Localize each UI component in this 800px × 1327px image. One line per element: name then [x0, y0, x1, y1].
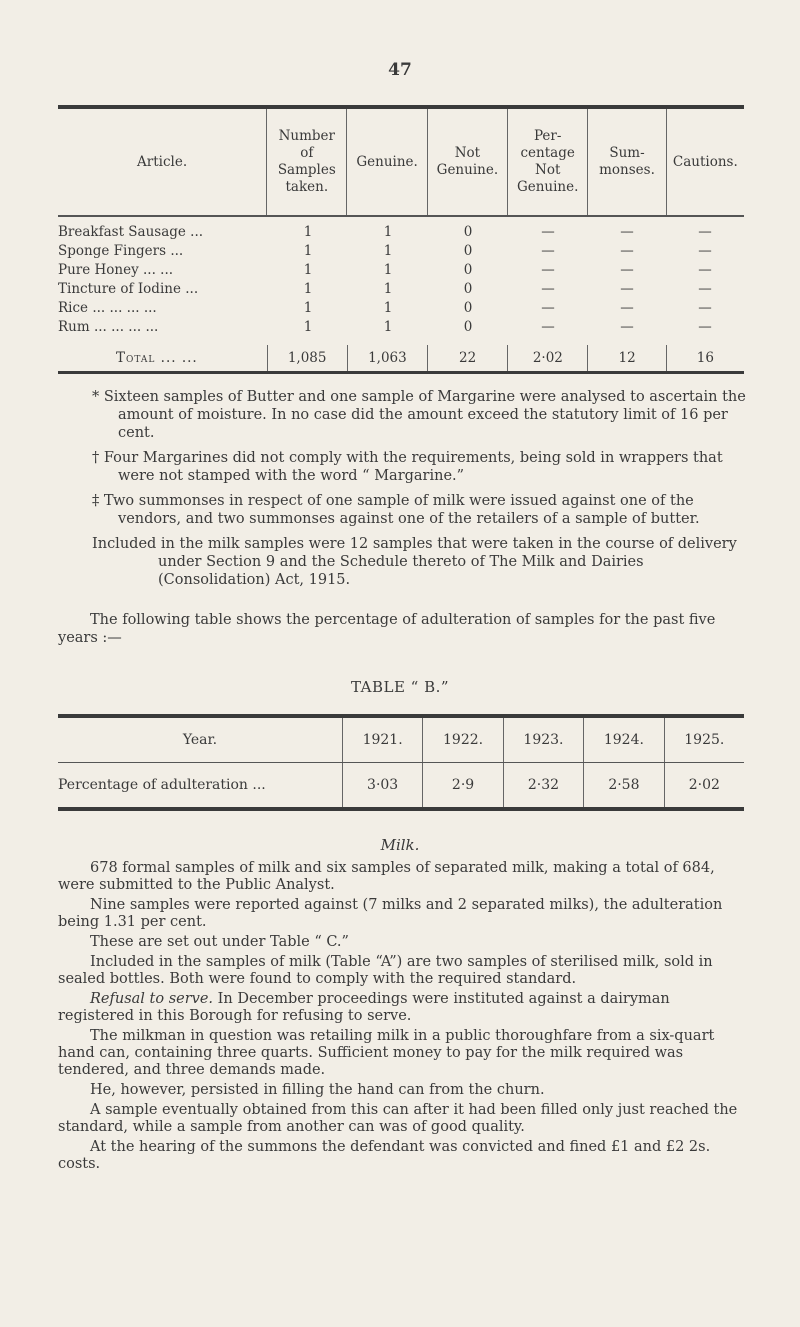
milk-paragraph: 678 formal samples of milk and six samples of separated milk, making a total of 684, were submitted to the Public Analyst.	[58, 860, 715, 893]
refusal-heading: Refusal to serve.	[90, 991, 214, 1007]
footnote-dagger: † Four Margarines did not comply with the requirements, being sold in wrappers that were not stamped with the word “ Margarine.”	[92, 450, 723, 484]
table-b	[58, 714, 744, 811]
table-b-bottom-rule	[58, 807, 744, 811]
table-row: Rice ... ... ... ... 1 1 0 — — —	[58, 300, 712, 316]
footnote-double-dagger: ‡ Two summonses in respect of one sample of milk were issued against one of the vendors, and two summonses against one of the retailers of a sample of butter.	[92, 493, 700, 527]
table-b-value-row: Percentage of adulteration ... 3·03 2·9 2·32 2·58 2·02	[58, 762, 744, 807]
table-b-year-row: Year. 1921. 1922. 1923. 1924. 1925.	[58, 718, 744, 762]
total-label: Total ... ...	[116, 350, 198, 366]
table-row: Breakfast Sausage ... 1 1 0 — — —	[58, 224, 712, 240]
header-not-genuine: Not Genuine.	[427, 109, 507, 215]
header-samples-taken: Number of Samples taken.	[266, 109, 346, 215]
table-b-title: TABLE “ B.”	[350, 678, 450, 696]
page-number: 47	[388, 60, 412, 80]
table-bottom-rule	[58, 371, 744, 374]
header-percentage: Per- centage Not Genuine.	[507, 109, 587, 215]
header-article: Article.	[137, 153, 188, 170]
table-b-intro: The following table shows the percentage of adulteration of samples for the past five years :—	[58, 612, 716, 646]
footnote-asterisk: * Sixteen samples of Butter and one sample of Margarine were analysed to ascertain the amount of moisture. In no case did the amount exceed the statutory limit of 16 per cent.	[92, 389, 746, 441]
milk-section	[58, 860, 748, 1176]
table-a-header	[58, 109, 744, 217]
milk-paragraph: The milkman in question was retailing milk in a public thoroughfare from a six-quart hand can, containing three quarts. Sufficient money to pay for the milk required was tendered, and three demands made.	[58, 1028, 715, 1078]
included-note: Included in the milk samples were 12 samples that were taken in the course of delivery under Section 9 and the Schedule thereto of The Milk and Dairies (Consolidation) Act, 1915.	[92, 536, 737, 588]
table-row: Sponge Fingers ... 1 1 0 — — —	[58, 243, 712, 259]
milk-heading: Milk.	[380, 836, 420, 854]
milk-paragraph: Included in the samples of milk (Table “A”) are two samples of sterilised milk, sold in sealed bottles. Both were found to comply with the required standard.	[58, 954, 713, 987]
table-total-row: Total ... ... 1,085 1,063 22 2·02 12 16	[58, 345, 744, 371]
footnotes	[58, 388, 746, 647]
header-cautions: Cautions.	[666, 109, 744, 215]
header-summonses: Sum- monses.	[587, 109, 665, 215]
milk-paragraph: He, however, persisted in filling the hand can from the churn.	[90, 1082, 545, 1098]
percentage-label: Percentage of adulteration ...	[58, 777, 266, 793]
table-row: Pure Honey ... ... 1 1 0 — — —	[58, 262, 712, 278]
year-label: Year.	[182, 732, 218, 748]
milk-paragraph: These are set out under Table “ C.”	[90, 934, 349, 950]
table-row: Rum ... ... ... ... 1 1 0 — — —	[58, 319, 712, 335]
milk-paragraph: Nine samples were reported against (7 milks and 2 separated milks), the adulteration being 1.31 per cent.	[58, 897, 723, 930]
milk-paragraph: Refusal to serve. In December proceedings were instituted against a dairyman registered in this Borough for refusing to serve.	[58, 991, 670, 1024]
table-a	[58, 105, 744, 374]
milk-paragraph: At the hearing of the summons the defendant was convicted and fined £1 and £2 2s. costs.	[58, 1139, 711, 1172]
milk-paragraph: A sample eventually obtained from this can after it had been filled only just reached the standard, while a sample from another can was of good quality.	[58, 1102, 738, 1135]
table-row: Tincture of Iodine ... 1 1 0 — — —	[58, 281, 712, 297]
header-genuine: Genuine.	[346, 109, 426, 215]
